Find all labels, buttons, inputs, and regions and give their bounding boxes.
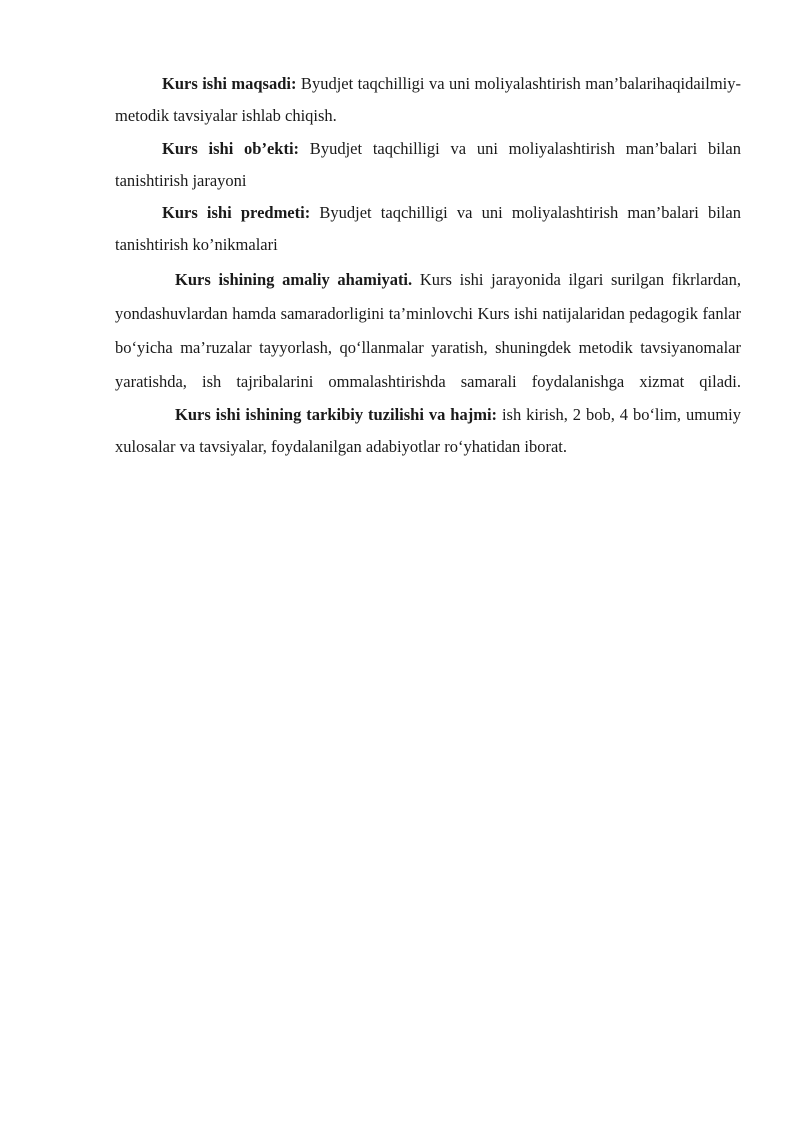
goal-text: Byudjet taqchilligi va uni moliyalashtirish man’balarihaqidailmiy-metodik tavsiyalar ishlab chiqish. — [115, 74, 742, 125]
object-paragraph — [115, 133, 741, 197]
structure-paragraph — [115, 399, 741, 463]
object-label: Kurs ishi ob’ekti: — [162, 139, 300, 158]
practical-label: Kurs ishining amaliy ahamiyati. — [175, 270, 413, 289]
subject-text: Byudjet taqchilligi va uni moliyalashtirish man’balari bilan tanishtirish ko’nikmalari — [115, 203, 741, 254]
structure-text: ish kirish, 2 bob, 4 bo‘lim, umumiy xulosalar va tavsiyalar, foydalanilgan adabiyotlar ro‘yhatidan iborat. — [115, 405, 741, 456]
object-text: Byudjet taqchilligi va uni moliyalashtirish man’balari bilan tanishtirish jarayoni — [115, 139, 741, 190]
practical-paragraph — [115, 263, 741, 399]
practical-text: Kurs ishi jarayonida ilgari surilgan fikrlardan, yondashuvlardan hamda samaradorligini ta’minlovchi Kurs ishi natijalaridan pedagogik fanlar bo‘yicha ma’ruzalar tayyorlash, qo‘llanmalar yaratish, shuningdek metodik tavsiyanomalar yaratishda, ish tajribalarini ommalashtirishda samarali foydalanishga xizmat qiladi. — [115, 270, 741, 391]
goal-paragraph — [115, 68, 741, 132]
document-page — [115, 68, 741, 463]
goal-label: Kurs ishi maqsadi: — [162, 74, 297, 93]
subject-paragraph — [115, 197, 741, 261]
subject-label: Kurs ishi predmeti: — [162, 203, 311, 222]
structure-label: Kurs ishi ishining tarkibiy tuzilishi va hajmi: — [175, 405, 498, 424]
